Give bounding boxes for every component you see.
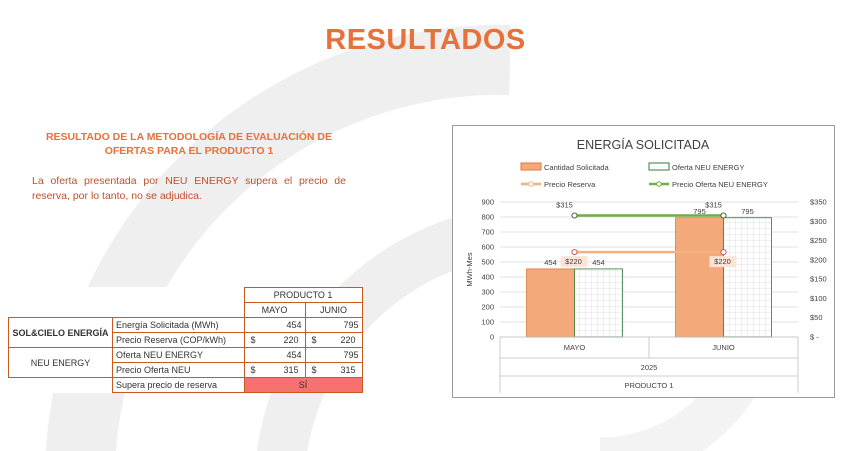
bar-cantidad-solicitada (527, 269, 575, 337)
price-marker (572, 213, 577, 218)
table-cell (244, 333, 305, 348)
row-label: Precio Oferta NEU (113, 363, 245, 378)
table-month-row (9, 303, 363, 318)
price-data-label: $315 (705, 200, 722, 210)
y2-tick-label: $350 (810, 197, 827, 207)
y-tick-label: 800 (481, 212, 494, 222)
chart-title: ENERGÍA SOLICITADA (576, 138, 710, 152)
y2-tick-label: $300 (810, 216, 827, 226)
table-header-row (9, 288, 363, 303)
bar-cantidad-solicitada (676, 218, 724, 337)
table-cell (244, 363, 305, 378)
bar-oferta-neu (575, 269, 623, 337)
energy-chart (452, 125, 835, 398)
price-marker (721, 250, 726, 255)
cell-value: 220 (283, 335, 299, 345)
bar-data-label: 795 (741, 206, 754, 216)
currency-symbol: $ (250, 365, 256, 375)
exceeds-flag: SÍ (244, 378, 362, 393)
product-header: PRODUCTO 1 (244, 288, 362, 303)
section-subtitle: RESULTADO DE LA METODOLOGÍA DE EVALUACIÓN DE OFERTAS PARA EL PRODUCTO 1 (45, 131, 333, 157)
y-tick-label: 0 (489, 332, 494, 342)
x-tick-label: MAYO (563, 343, 586, 352)
price-data-label: $220 (565, 257, 582, 267)
cell-value: 220 (340, 335, 356, 345)
currency-symbol: $ (250, 335, 256, 345)
price-data-label: $315 (556, 200, 573, 210)
bar-data-label: 454 (544, 257, 557, 267)
table-cell (305, 363, 362, 378)
y2-tick-label: $50 (810, 313, 823, 323)
y-tick-label: 900 (481, 197, 494, 207)
result-description: La oferta presentada por NEU ENERGY supera el precio de reserva, por lo tanto, no se adjudica. (32, 175, 346, 202)
x-tick-label: JUNIO (712, 343, 735, 352)
page-title: RESULTADOS (325, 24, 526, 56)
legend-label: Precio Reserva (544, 180, 596, 189)
table-cell: 795 (305, 348, 362, 363)
table-cell: 795 (305, 318, 362, 333)
x-year-label: 2025 (640, 363, 658, 372)
y-tick-label: 100 (481, 317, 494, 327)
month-header: JUNIO (305, 303, 362, 318)
table-row (9, 318, 363, 333)
y2-tick-label: $150 (810, 274, 827, 284)
bar-data-label: 454 (592, 257, 605, 267)
price-marker (721, 213, 726, 218)
bar-data-label: 795 (693, 206, 706, 216)
results-table (8, 287, 363, 393)
y-tick-label: 700 (481, 227, 494, 237)
row-label: Energía Solicitada (MWh) (113, 318, 245, 333)
y-tick-label: 500 (481, 257, 494, 267)
legend-label: Precio Oferta NEU ENERGY (672, 180, 768, 189)
table-row (9, 348, 363, 363)
cell-value: 315 (340, 365, 356, 375)
y-tick-label: 400 (481, 272, 494, 282)
row-label: Precio Reserva (COP/kWh) (113, 333, 245, 348)
y-axis-title: MWh-Mes (465, 252, 474, 287)
y2-tick-label: $250 (810, 236, 827, 246)
row-label: Supera precio de reserva (113, 378, 245, 393)
y-tick-label: 600 (481, 242, 494, 252)
y2-tick-label: $ - (810, 332, 819, 342)
table-cell: 454 (244, 348, 305, 363)
month-header: MAYO (244, 303, 305, 318)
cell-value: 315 (283, 365, 299, 375)
legend-marker (657, 182, 662, 187)
price-data-label: $220 (714, 257, 731, 267)
legend-label: Oferta NEU ENERGY (672, 163, 745, 172)
legend-swatch (649, 163, 669, 170)
legend-marker (529, 182, 534, 187)
currency-symbol: $ (311, 365, 317, 375)
currency-symbol: $ (311, 335, 317, 345)
legend-label: Cantidad Solicitada (544, 163, 609, 172)
group-name: NEU ENERGY (9, 348, 113, 378)
legend-swatch (521, 163, 541, 170)
y2-tick-label: $200 (810, 255, 827, 265)
y-tick-label: 300 (481, 287, 494, 297)
group-name: SOL&CIELO ENERGÍA (9, 318, 113, 348)
y-tick-label: 200 (481, 302, 494, 312)
table-row (9, 378, 363, 393)
chart-canvas (453, 126, 834, 397)
table-cell: 454 (244, 318, 305, 333)
table-cell (305, 333, 362, 348)
y2-tick-label: $100 (810, 293, 827, 303)
bar-oferta-neu (724, 218, 772, 337)
price-marker (572, 250, 577, 255)
row-label: Oferta NEU ENERGY (113, 348, 245, 363)
x-product-label: PRODUCTO 1 (624, 381, 674, 390)
